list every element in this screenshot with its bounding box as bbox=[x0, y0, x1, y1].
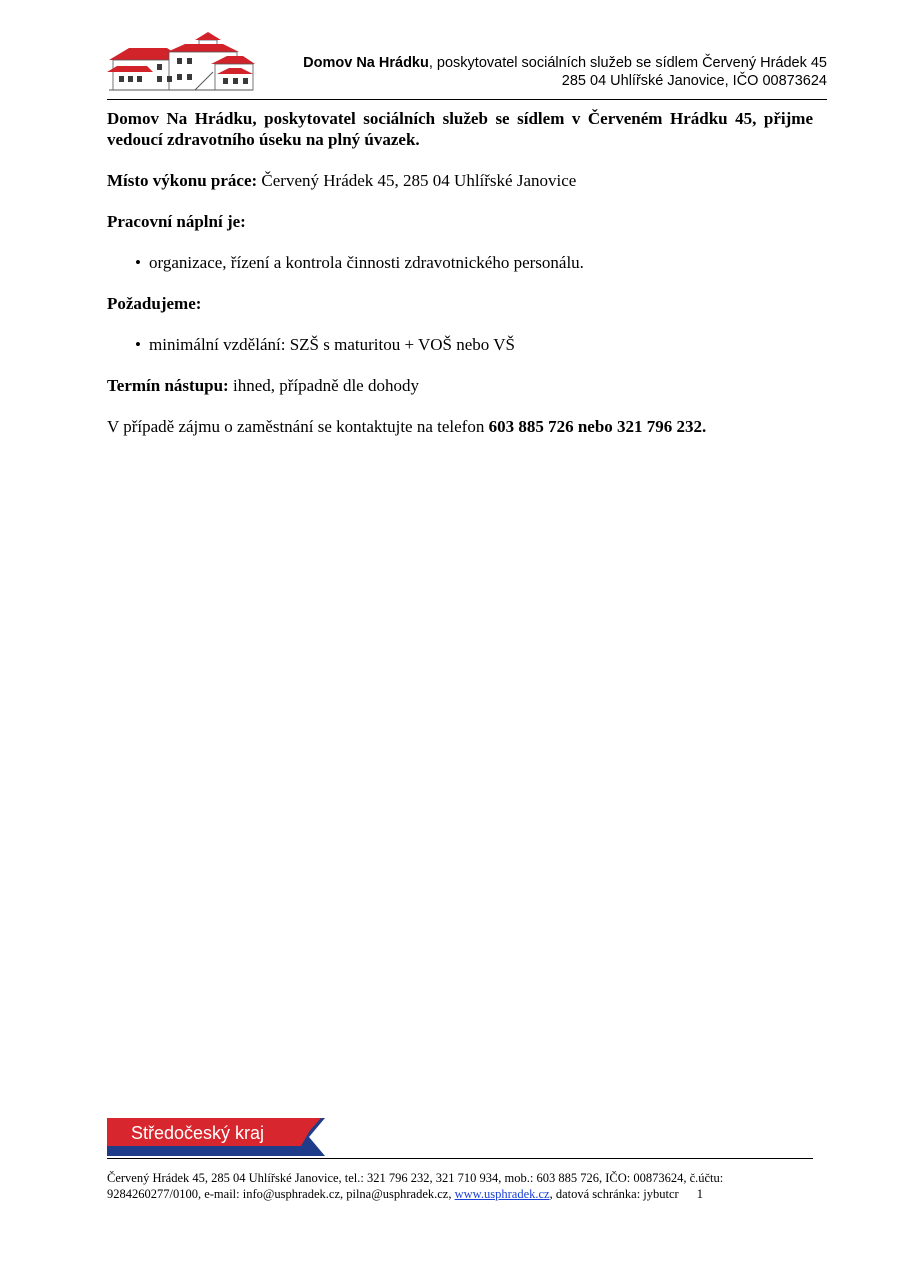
contact-phones: 603 885 726 nebo 321 796 232. bbox=[488, 417, 707, 436]
duties-heading: Pracovní náplní je: bbox=[107, 212, 246, 231]
header-line1: , poskytovatel sociálních služeb se sídlem Červený Hrádek 45 bbox=[428, 55, 827, 71]
page-number: 1 bbox=[696, 1187, 703, 1201]
footer-emails: 9284260277/0100, e-mail: info@usphradek.cz, pilna@usphradek.cz, bbox=[107, 1187, 455, 1201]
bullet-icon: • bbox=[135, 335, 141, 354]
header-divider bbox=[107, 99, 827, 100]
footer-line1: Červený Hrádek 45, 285 04 Uhlířské Janovice, tel.: 321 796 232, 321 710 934, mob.: 603 885 726, IČO: 00873624, č.účtu: bbox=[107, 1171, 724, 1185]
workplace-value: Červený Hrádek 45, 285 04 Uhlířské Janovice bbox=[257, 171, 577, 190]
intro-paragraph: Domov Na Hrádku, poskytovatel sociálních služeb se sídlem v Červeném Hrádku 45, přijme vedoucí zdravotního úseku na plný úvazek. bbox=[107, 109, 813, 149]
region-banner-logo bbox=[107, 1118, 325, 1156]
duties-item-text: organizace, řízení a kontrola činnosti zdravotnického personálu. bbox=[149, 253, 584, 272]
requirements-heading: Požadujeme: bbox=[107, 294, 202, 313]
header-line2: 285 04 Uhlířské Janovice, IČO 00873624 bbox=[561, 73, 827, 89]
start-label: Termín nástupu: bbox=[107, 376, 229, 395]
building-logo bbox=[107, 30, 255, 96]
workplace-line bbox=[107, 170, 813, 191]
footer-databox: , datová schránka: jybutcr bbox=[549, 1187, 679, 1201]
contact-line bbox=[107, 416, 813, 437]
requirements-item bbox=[135, 334, 813, 355]
header-org-name: Domov Na Hrádku bbox=[303, 55, 429, 71]
document-body bbox=[107, 108, 813, 437]
start-line bbox=[107, 375, 813, 396]
region-banner-text: Středočeský kraj bbox=[131, 1123, 265, 1143]
bullet-icon: • bbox=[135, 253, 141, 272]
website-link[interactable]: www.usphradek.cz bbox=[454, 1187, 550, 1201]
footer-contact bbox=[107, 1170, 813, 1202]
start-value: ihned, případně dle dohody bbox=[228, 376, 419, 395]
workplace-label: Místo výkonu práce: bbox=[107, 171, 258, 190]
duties-item bbox=[135, 252, 813, 273]
header-address bbox=[303, 54, 827, 90]
page-header bbox=[107, 30, 827, 100]
footer-divider bbox=[107, 1158, 813, 1159]
footer-line2 bbox=[107, 1186, 813, 1202]
contact-text: V případě zájmu o zaměstnání se kontaktujte na telefon bbox=[107, 417, 489, 436]
requirements-item-text: minimální vzdělání: SZŠ s maturitou + VOŠ nebo VŠ bbox=[149, 335, 515, 354]
